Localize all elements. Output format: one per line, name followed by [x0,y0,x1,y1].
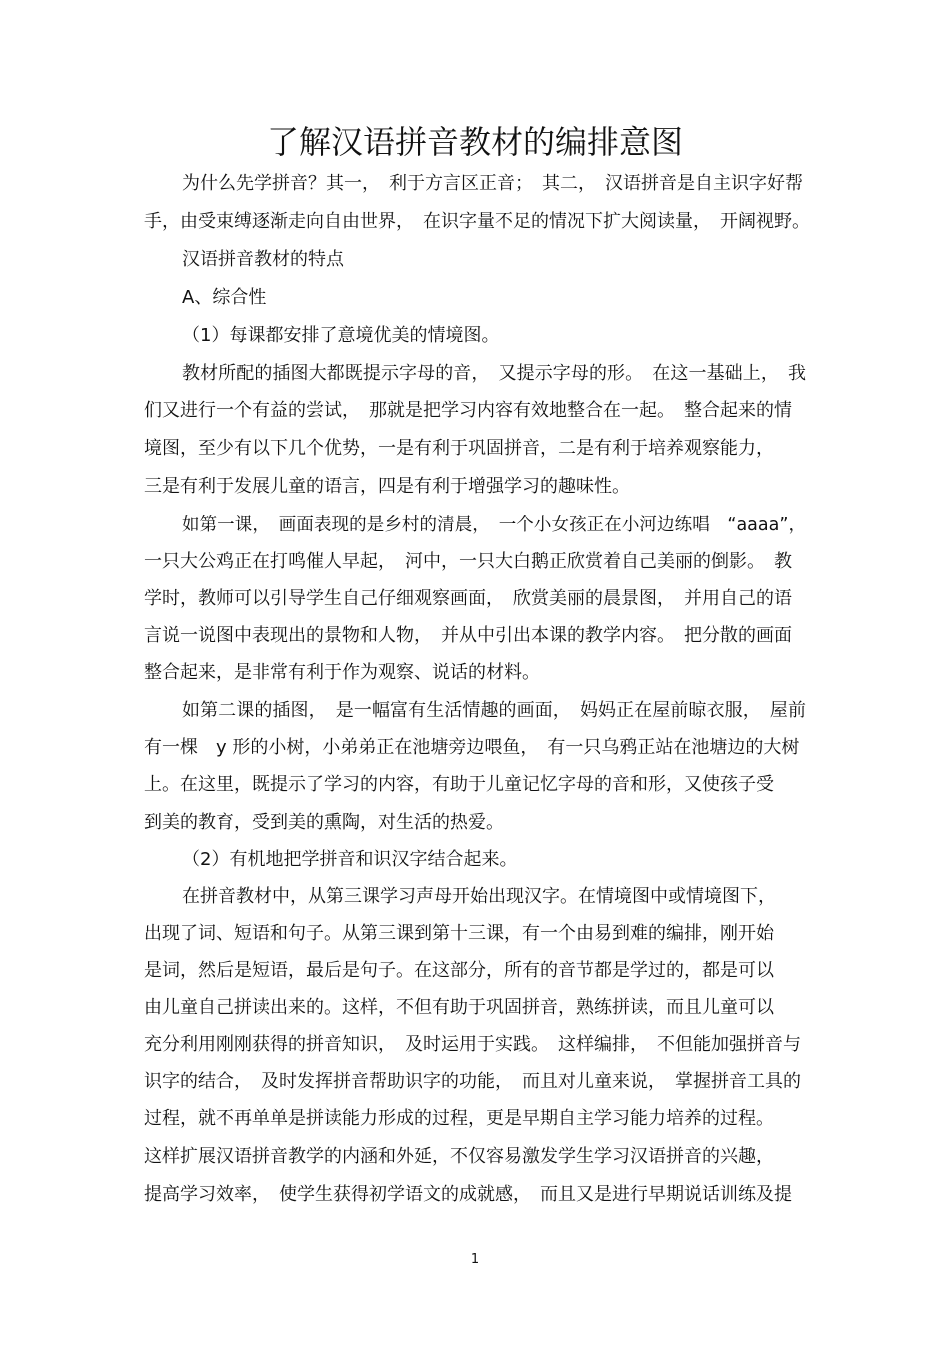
text-line: 言说一说图中表现出的景物和人物， 并从中引出本课的教学内容。 把分散的画面 [144,625,792,646]
sub-heading: （2）有机地把学拼音和识汉字结合起来。 [182,849,518,870]
section-heading: A、综合性 [182,287,267,308]
text-line: 学时，教师可以引导学生自己仔细观察画面， 欣赏美丽的晨景图， 并用自己的语 [144,588,792,609]
text-line: 在拼音教材中，从第三课学习声母开始出现汉字。在情境图中或情境图下， [182,886,776,907]
text-line: 识字的结合， 及时发挥拼音帮助识字的功能， 而且对儿童来说， 掌握拼音工具的 [144,1071,801,1092]
text-line: 如第一课， 画面表现的是乡村的清晨， 一个小女孩正在小河边练唱 “aaaa”， [182,515,806,535]
text-line: 手，由受束缚逐渐走向自由世界， 在识字量不足的情况下扩大阅读量， 开阔视野。 [144,211,810,232]
text-line: 整合起来，是非常有利于作为观察、说话的材料。 [144,662,540,683]
text-line: 到美的教育，受到美的熏陶，对生活的热爱。 [144,812,504,833]
document-title: 了解汉语拼音教材的编排意图 [266,123,683,161]
text-line: 们又进行一个有益的尝试， 那就是把学习内容有效地整合在一起。 整合起来的情 [144,400,792,421]
sub-heading: （1）每课都安排了意境优美的情境图。 [182,325,500,346]
text-line: 过程，就不再单单是拼读能力形成的过程，更是早期自主学习能力培养的过程。 [144,1108,774,1129]
text-line: 有一棵 y 形的小树，小弟弟正在池塘旁边喂鱼， 有一只乌鸦正站在池塘边的大树 [144,737,800,758]
text-line: 出现了词、短语和句子。从第三课到第十三课，有一个由易到难的编排，刚开始 [144,923,774,944]
text-line: 上。在这里，既提示了学习的内容，有助于儿童记忆字母的音和形，又使孩子受 [144,774,774,795]
text-line: 是词，然后是短语，最后是句子。在这部分，所有的音节都是学过的，都是可以 [144,960,774,981]
text-line: 教材所配的插图大都既提示字母的音， 又提示字母的形。 在这一基础上， 我 [182,363,806,384]
text-line: 三是有利于发展儿童的语言，四是有利于增强学习的趣味性。 [144,476,630,497]
text-line: 境图，至少有以下几个优势，一是有利于巩固拼音，二是有利于培养观察能力， [144,438,774,459]
text-line: 如第二课的插图， 是一幅富有生活情趣的画面， 妈妈正在屋前晾衣服， 屋前 [182,700,806,721]
text-line: 一只大公鸡正在打鸣催人早起， 河中，一只大白鹅正欣赏着自己美丽的倒影。 教 [144,551,792,572]
text-line: 充分利用刚刚获得的拼音知识， 及时运用于实践。 这样编排， 不但能加强拼音与 [144,1034,801,1055]
text-line: 由儿童自己拼读出来的。这样，不但有助于巩固拼音，熟练拼读，而且儿童可以 [144,997,774,1018]
text-line: 这样扩展汉语拼音教学的内涵和外延，不仅容易激发学生学习汉语拼音的兴趣， [144,1146,774,1167]
page-number: 1 [470,1252,480,1267]
text-line: 提高学习效率， 使学生获得初学语文的成就感， 而且又是进行早期说话训练及提 [144,1184,792,1205]
text-line: 为什么先学拼音？其一， 利于方言区正音； 其二， 汉语拼音是自主识字好帮 [182,173,803,194]
section-heading: 汉语拼音教材的特点 [182,249,344,270]
